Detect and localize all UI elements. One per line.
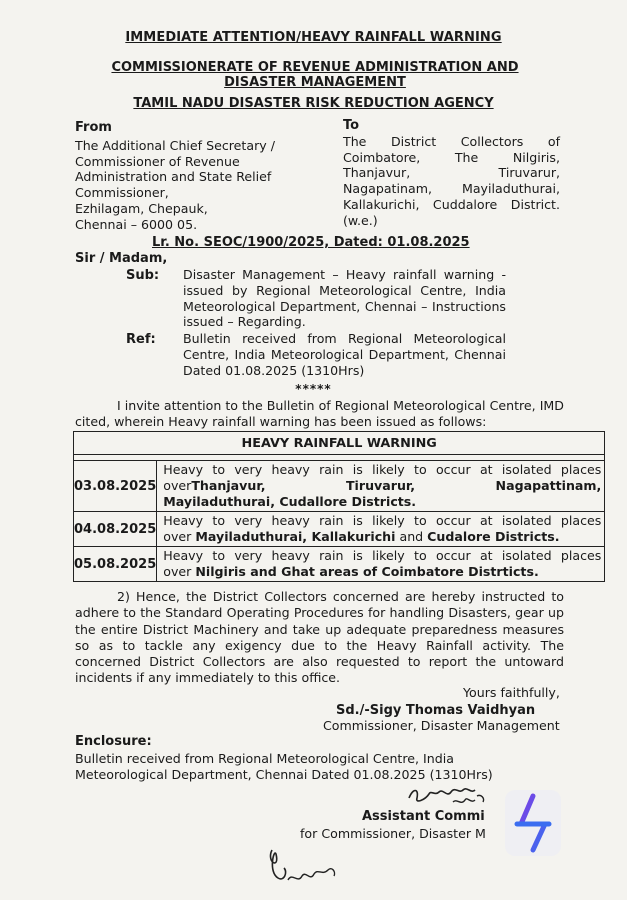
- to-address: The District Collectors of Coimbatore, The Nilgiris, Thanjavur, Tiruvarur, Nagapatinam, Mayiladuthurai, Kallakurichi, Cuddalore District. (w.e.): [343, 134, 560, 228]
- warning-line1: Heavy to very heavy rain is likely to occur at isolated places: [163, 548, 602, 563]
- instruction-paragraph: 2) Hence, the District Collectors concerned are hereby instructed to adhere to the Standard Operating Procedures for handling Disasters, gear up the entire District Machinery and take up adequate preparedness measures so as to tackle any exigency due to the Heavy Rainfall activity. The concerned District Collectors are also requested to report the untoward incidents if any immediately to this office.: [75, 589, 564, 686]
- warning-places-cont: Cudalore Districts.: [427, 529, 560, 544]
- warning-places-cont: Mayiladuthurai, Cudallore Districts.: [163, 494, 417, 509]
- warning-places: Nilgiris and Ghat areas of Coimbatore Distrticts.: [195, 564, 539, 579]
- warning-table-title: HEAVY RAINFALL WARNING: [74, 432, 605, 455]
- table-row: [74, 547, 605, 582]
- warning-places: Mayiladuthurai, Kallakurichi: [195, 529, 396, 544]
- from-label: From: [75, 120, 112, 135]
- office-heading-line1: COMMISSIONERATE OF REVENUE ADMINISTRATION AND: [111, 60, 519, 75]
- warning-prefix: over: [163, 529, 196, 544]
- attestation-title: Assistant Commi: [362, 809, 485, 824]
- warning-conj: and: [395, 529, 428, 544]
- from-line: Ezhilagam, Chepauk,: [75, 200, 208, 216]
- app-logo-icon: [505, 790, 561, 856]
- to-label: To: [343, 118, 360, 133]
- signer-title: Commissioner, Disaster Management: [323, 718, 560, 733]
- closing-phrase: Yours faithfully,: [463, 685, 560, 700]
- from-line: Commissioner,: [75, 185, 169, 201]
- warning-description: [157, 547, 605, 582]
- letter-number: Lr. No. SEOC/1900/2025, Dated: 01.08.2025: [152, 235, 470, 250]
- warning-place-word: Nagapattinam,: [495, 478, 602, 493]
- subject-label: Sub:: [126, 268, 160, 283]
- from-line: Administration and State Relief: [75, 169, 272, 185]
- attestation-for: for Commissioner, Disaster M: [300, 826, 486, 841]
- handwritten-signature: [405, 780, 495, 812]
- table-row: [74, 461, 605, 512]
- reference-label: Ref:: [126, 332, 156, 347]
- handwritten-initials: [262, 842, 342, 892]
- signer-name: Sd./-Sigy Thomas Vaidhyan: [336, 703, 536, 718]
- from-line: Commissioner of Revenue: [75, 153, 240, 169]
- from-line: The Additional Chief Secretary /: [75, 138, 275, 153]
- office-heading-line2: DISASTER MANAGEMENT: [224, 75, 406, 90]
- warning-places: [191, 478, 601, 494]
- warning-place-word: Tiruvarur,: [345, 478, 416, 493]
- warning-prefix: over: [163, 564, 196, 579]
- from-line: Chennai – 6000 05.: [75, 216, 198, 232]
- warning-date: 03.08.2025: [74, 461, 157, 512]
- office-heading: [110, 60, 520, 90]
- attention-heading: IMMEDIATE ATTENTION/HEAVY RAINFALL WARNING: [125, 30, 502, 45]
- salutation: Sir / Madam,: [75, 251, 168, 266]
- warning-line1: Heavy to very heavy rain is likely to occur at isolated places: [163, 513, 602, 528]
- reference-text: Bulletin received from Regional Meteorological Centre, India Meteorological Department, Chennai Dated 01.08.2025 (1310Hrs): [183, 331, 506, 378]
- agency-heading: TAMIL NADU DISASTER RISK REDUCTION AGENCY: [133, 96, 494, 111]
- warning-table: [73, 431, 605, 582]
- warning-prefix: over: [163, 478, 192, 493]
- warning-description: [157, 461, 605, 512]
- warning-line1: Heavy to very heavy rain is likely to occur at isolated places: [163, 462, 602, 477]
- table-row: [74, 512, 605, 547]
- warning-description: [157, 512, 605, 547]
- separator: *****: [295, 382, 332, 396]
- intro-paragraph: I invite attention to the Bulletin of Regional Meteorological Centre, IMD cited, wherein Heavy rainfall warning has been issued as follows:: [75, 398, 564, 429]
- warning-date: 04.08.2025: [74, 512, 157, 547]
- enclosure-label: Enclosure:: [75, 734, 152, 749]
- warning-place-word: Thanjavur,: [191, 478, 266, 493]
- from-address: [75, 138, 305, 232]
- subject-text: Disaster Management – Heavy rainfall warning - issued by Regional Meteorological Centre, India Meteorological Department, Chennai – Instructions issued – Regarding.: [183, 267, 506, 330]
- warning-date: 05.08.2025: [74, 547, 157, 582]
- enclosure-text: Bulletin received from Regional Meteorological Centre, India Meteorological Department, Chennai Dated 01.08.2025 (1310Hrs): [75, 751, 493, 782]
